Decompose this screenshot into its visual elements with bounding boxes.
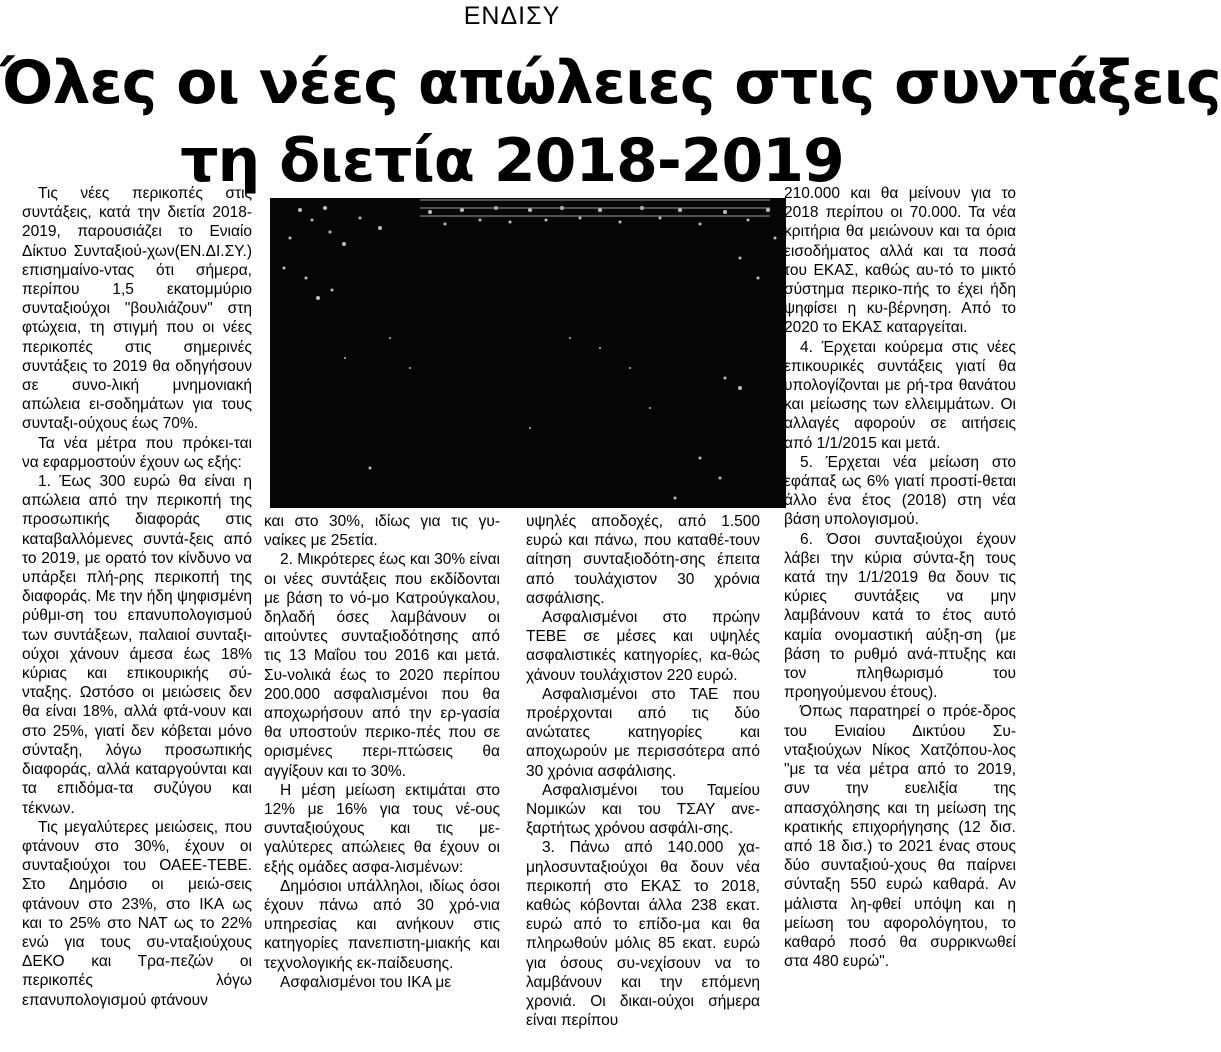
section-label: ΕΝΔΙΣΥ — [463, 2, 561, 30]
paragraph: Όπως παρατηρεί ο πρόε-δρος του Ενιαίου Δικτύου Συ-νταξιούχων Νίκος Χατζόπου-λος "με τα νέα μέτρα από το 2019, συν την ευελιξία της απασχόλησης και τη μείωση της κρατικής επιχορήγησης (12 δισ. από 18 δισ.) το 2021 ένας στους δύο συνταξιού-χους θα παίρνει σύνταξη 550 ευρώ καθαρά. Αν μάλιστα λη-φθεί υπόψη και η μείωση του αφορολόγητου, το καθαρό ποσό θα συρρικνωθεί στα 480 ευρώ". — [784, 703, 1016, 971]
article-column-3 — [526, 512, 760, 1048]
article-photo — [270, 198, 786, 508]
paragraph: Ασφαλισμένοι του ΙΚΑ με — [280, 973, 452, 991]
paragraph: Η μέση μείωση εκτιμάται στο 12% με 16% για τους νέ-ους συνταξιούχους και τις με-γαλύτερες απώλειες θα έχουν οι εξής ομάδες ασφα-λισμένων: — [264, 781, 500, 876]
paragraph: Τις νέες περικοπές στις συντάξεις, κατά την διετία 2018-2019, παρουσιάζει το Ενιαίο Δίκτυο Συνταξιού-χων(ΕΝ.ΔΙ.ΣΥ.) επισημαίνο-ντας ότι σήμερα, περίπου 1,5 εκατομμύριο συνταξιούχοι "βουλιάζουν" στη φτώχεια, τη στιγμή που οι νέες περικοπές στις σημερινές συντάξεις το 2019 θα οδηγήσουν σε συνο-λική μνημονιακή απώλεια ει-σοδημάτων για τους συνταξι-ούχους έως 70%. — [22, 185, 252, 433]
paragraph: υψηλές αποδοχές, από 1.500 ευρώ και πάνω, που καταθέ-τουν αίτηση συνταξιοδότη-σης έπειτα από τουλάχιστον 30 χρόνια ασφάλισης. — [526, 513, 760, 607]
article-column-2 — [264, 512, 500, 1048]
paragraph: Τα νέα μέτρα που πρόκει-ται να εφαρμοστούν έχουν ως εξής: — [22, 434, 252, 471]
paragraph: 5. Έρχεται νέα μείωση στο εφάπαξ ως 6% γιατί προστί-θεται άλλο ένα έτος (2018) στη νέα βάση υπολογισμού. — [784, 453, 1016, 529]
paragraph: 2. Μικρότερες έως και 30% είναι οι νέες συντάξεις που εκδίδονται με βάση το νό-μο Κατρούγκαλου, δηλαδή όσες λαμβάνουν οι αιτούντες συνταξιοδότησης από τις 13 Μαΐου του 2016 και μετά. Συ-νολικά έως το 2020 περίπου 200.000 ασφαλισμένοι που θα αποχωρήσουν από την ερ-γασία θα υποστούν περικο-πές που σε ορισμένες περι-πτώσεις θα αγγίξουν και το 30%. — [264, 551, 500, 780]
paragraph: Τις μεγαλύτερες μειώσεις, που φτάνουν στο 30%, έχουν οι συνταξιούχοι του ΟΑΕΕ-ΤΕΒΕ. Στο Δημόσιο οι μειώ-σεις φτάνουν στο 23%, στο ΙΚΑ ως και το 25% στο ΝΑΤ ως το 22% ενώ για τους συ-νταξιούχους ΔΕΚΟ και Τρα-πεζών οι περικοπές λόγω επανυπολογισμού φτάνουν — [22, 818, 252, 1009]
photo-image — [270, 198, 786, 508]
article-column-4 — [784, 184, 1016, 1048]
paragraph: 4. Έρχεται κούρεμα στις νέες επικουρικές συντάξεις γιατί θα υπολογίζονται με ρή-τρα θανάτου και μείωσης των ελλειμμάτων. Οι αλλαγές αφορούν σε αιτήσεις από 1/1/2015 και μετά. — [784, 338, 1016, 452]
paragraph: 1. Έως 300 ευρώ θα είναι η απώλεια από την περικοπή της προσωπικής διαφοράς στις καταβαλλόμενες συντά-ξεις από το 2019, με ορατό τον κίνδυνο να υπάρξει πλή-ρης περικοπή της διαφοράς. Με την ήδη ψηφισμένη ρύθμι-ση του επανυπολογισμού των συντάξεων, παλαιοί συνταξι-ούχοι χάνουν άμεσα έως 18% κύριας και επικουρικής σύ-νταξης. Ωστόσο οι μειώσεις δεν θα είναι 18%, αλλά φτά-νουν και στο 25%, γιατί δεν κόβεται μόνο σύνταξη, λόγω προσωπικής διαφοράς, αλλά καταργούνται και τα επιδόμα-τα συζύγου και τέκνων. — [22, 473, 252, 817]
paragraph: και στο 30%, ιδίως για τις γυ-ναίκες με 25ετία. — [264, 513, 500, 550]
headline-line-2: τη διετία 2018-2019 — [180, 126, 844, 196]
paragraph: Δημόσιοι υπάλληλοι, ιδίως όσοι έχουν πάνω από 30 χρό-νια υπηρεσίας και ανήκουν στις κατηγορίες πανεπιστη-μιακής και τεχνολογικής εκ-παίδευσης. — [264, 877, 500, 972]
headline-line-1: Όλες οι νέες απώλειες στις συντάξεις — [0, 48, 1221, 118]
paragraph: Ασφαλισμένοι στο ΤΑΕ που προέρχονται από τις δύο ανώτατες κατηγορίες και αποχωρούν με περισσότερα από 30 χρόνια ασφάλισης. — [526, 685, 760, 780]
paragraph: 3. Πάνω από 140.000 χα-μηλοσυνταξιούχοι θα δουν νέα περικοπή στο ΕΚΑΣ το 2018, καθώς κόβονται άλλα 238 εκατ. ευρώ από το επίδο-μα και θα πληρωθούν μόλις 85 εκατ. ευρώ για όσους συ-νεχίσουν να το λαμβάνουν και την επόμενη χρονιά. Οι δικαι-ούχοι σήμερα είναι περίπου — [526, 839, 760, 1030]
paragraph: 210.000 και θα μείνουν για το 2018 περίπου οι 70.000. Τα νέα κριτήρια θα μειώνουν και τα όρια εισοδήματος αλλά και τα ποσά του ΕΚΑΣ, καθώς αυ-τό το μικτό σύστημα περικο-πής το έχει ήδη ψηφίσει η κυ-βέρνηση. Από το 2020 το ΕΚΑΣ καταργείται. — [784, 185, 1016, 337]
paragraph: Ασφαλισμένοι στο πρώην ΤΕΒΕ σε μέσες και υψηλές ασφαλιστικές κατηγορίες, κα-θώς χάνουν τουλάχιστον 220 ευρώ. — [526, 609, 760, 684]
article-column-1 — [22, 184, 252, 1048]
paragraph: 6. Όσοι συνταξιούχοι έχουν λάβει την κύρια σύντα-ξη τους κατά την 1/1/2019 θα δουν τις κύριες συντάξεις να μην λαμβάνουν κατά το έτος αυτό καμία ονομαστική αύξη-ση (με βάση το ρυθμό ανά-πτυξης και τον πληθωρισμό του προηγούμενου έτους). — [784, 530, 1016, 702]
paragraph: Ασφαλισμένοι του Ταμείου Νομικών και του ΤΣΑΥ ανε-ξαρτήτως χρόνου ασφάλι-σης. — [526, 781, 760, 838]
